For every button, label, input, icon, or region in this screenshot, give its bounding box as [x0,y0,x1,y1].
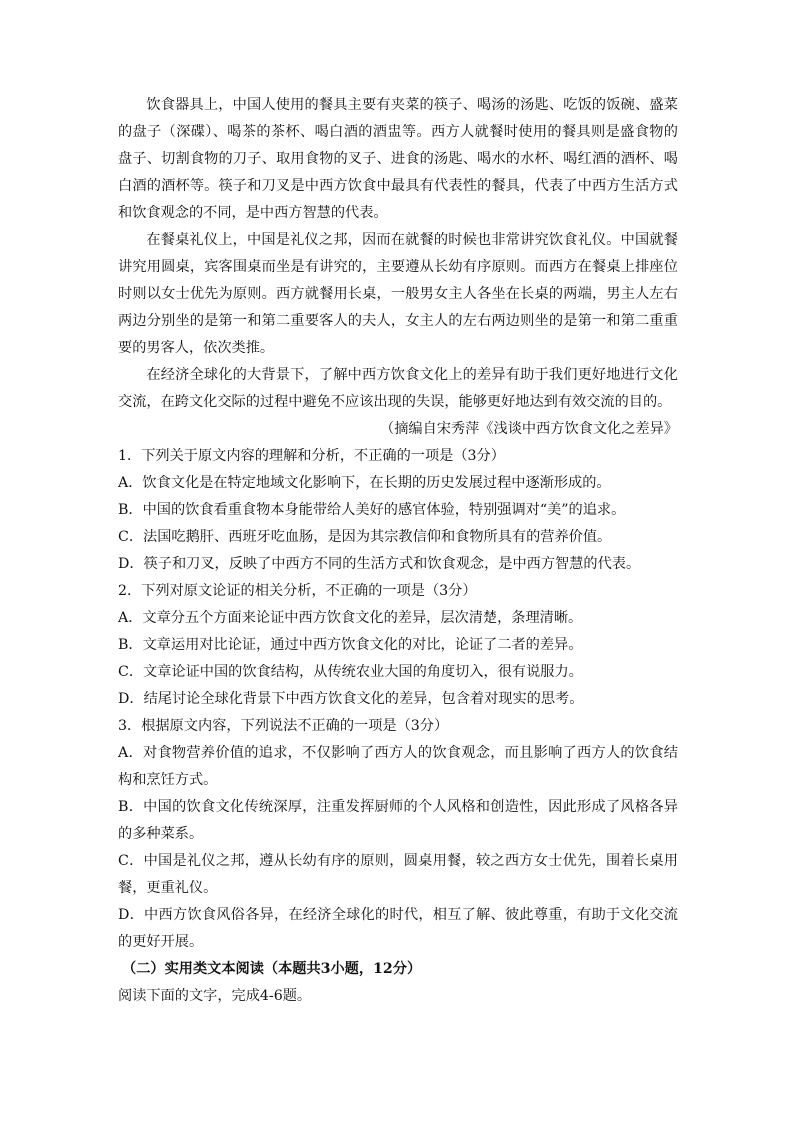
paragraph-globalization: 在经济全球化的大背景下，了解中西方饮食文化上的差异有助于我们更好地进行文化交流，在跨文化交际的过程中避免不应该出现的失误，能够更好地达到有效交流的目的。 [118,367,678,410]
option-b: B．中国的饮食看重食物本身能带给人美好的感官体验，特别强调对“美”的追求。 [118,502,626,518]
question-stem: 2．下列对原文论证的相关分析，不正确的一项是（3分） [118,583,477,599]
question-stem: 3．根据原文内容，下列说法不正确的一项是（3分） [118,718,449,734]
option-c: C．中国是礼仪之邦，遵从长幼有序的原则，圆桌用餐，较之西方女士优先，围着长桌用餐，更重礼仪。 [118,853,678,896]
option-d: D．结尾讨论全球化背景下中西方饮食文化的差异，包含着对现实的思考。 [118,691,584,707]
source-citation: （摘编自宋秀萍《浅谈中西方饮食文化之差异》 [380,421,678,437]
section-instruction: 阅读下面的文字，完成4-6题。 [118,988,312,1004]
paragraph-etiquette: 在餐桌礼仪上，中国是礼仪之邦，因而在就餐的时候也非常讲究饮食礼仪。中国就餐讲究用圆桌，宾客围桌而坐是有讲究的，主要遵从长幼有序原则。而西方在餐桌上排座位时则以女士优先为原则。西方就餐用长桌，一般男女主人各坐在长桌的两端，男主人左右两边分别坐的是第一和第二重要客人的夫人，女主人的左右两边则坐的是第一和第二重重要的男客人，依次类推。 [118,232,678,356]
paragraph-tableware: 饮食器具上，中国人使用的餐具主要有夹菜的筷子、喝汤的汤匙、吃饭的饭碗、盛菜的盘子（深碟）、喝茶的茶杯、喝白酒的酒盅等。西方人就餐时使用的餐具则是盛食物的盘子、切割食物的刀子、取用食物的叉子、进食的汤匙、喝水的水杯、喝红酒的酒杯、喝白酒的酒杯等。筷子和刀叉是中西方饮食中最具有代表性的餐具，代表了中西方生活方式和饮食观念的不同，是中西方智慧的代表。 [118,97,678,221]
option-a: A．饮食文化是在特定地域文化影响下，在长期的历史发展过程中逐渐形成的。 [118,475,611,491]
option-a: A．对食物营养价值的追求，不仅影响了西方人的饮食观念，而且影响了西方人的饮食结构和烹饪方式。 [118,745,678,788]
option-b: B．文章运用对比论证，通过中西方饮食文化的对比，论证了二者的差异。 [118,637,583,653]
question-stem: 1．下列关于原文内容的理解和分析，不正确的一项是（3分） [118,448,505,464]
option-d: D．筷子和刀叉，反映了中西方不同的生活方式和饮食观念，是中西方智慧的代表。 [118,556,641,572]
question-2 [118,578,678,713]
question-1 [118,443,678,578]
option-c: C．法国吃鹅肝、西班牙吃血肠，是因为其宗教信仰和食物所具有的营养价值。 [118,529,612,545]
question-3 [118,713,678,956]
option-c: C．文章论证中国的饮食结构，从传统农业大国的角度切入，很有说服力。 [118,664,583,680]
section-heading: （二）实用类文本阅读（本题共3小题，12分） [122,961,422,977]
option-a: A．文章分五个方面来论证中西方饮食文化的差异，层次清楚，条理清晰。 [118,610,583,626]
option-d: D．中西方饮食风俗各异，在经济全球化的时代，相互了解、彼此尊重，有助于文化交流的更好开展。 [118,907,678,950]
option-b: B．中国的饮食文化传统深厚，注重发挥厨师的个人风格和创造性，因此形成了风格各异的多种菜系。 [118,799,678,842]
document-content [118,92,678,1010]
